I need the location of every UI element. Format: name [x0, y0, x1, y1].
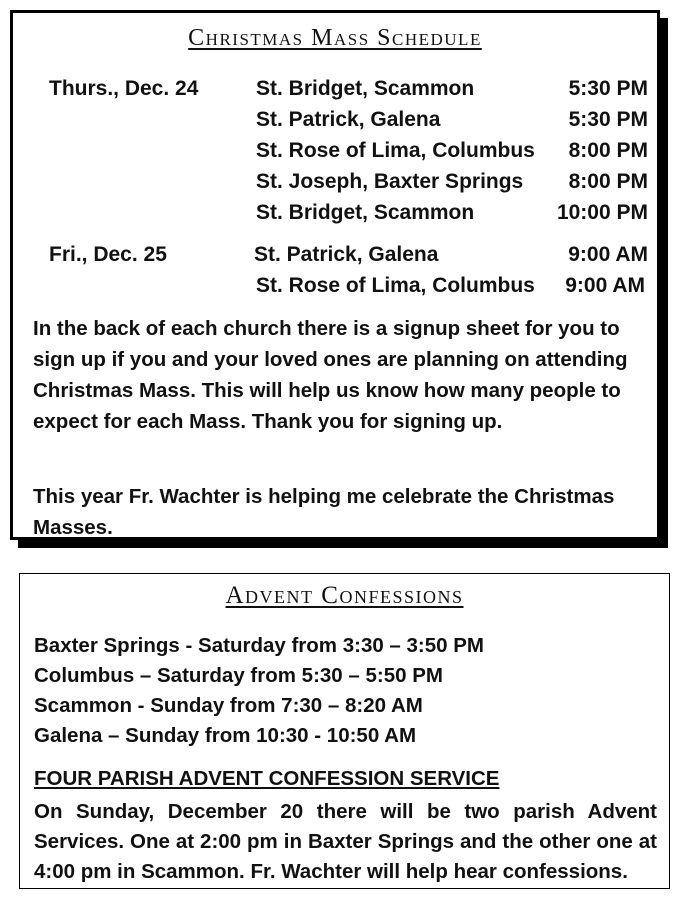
- church-name: St. Patrick, Galena: [256, 108, 441, 131]
- church-name: St. Bridget, Scammon: [256, 201, 475, 224]
- mass-time: 5:30 PM: [568, 108, 648, 131]
- mass-time: 8:00 PM: [568, 170, 648, 193]
- confession-time-line: Baxter Springs - Saturday from 3:30 – 3:50 PM: [34, 634, 485, 657]
- church-name: St. Patrick, Galena: [254, 243, 439, 266]
- service-paragraph: On Sunday, December 20 there will be two parish Advent Services. One at 2:00 pm in Baxter Springs and the other one at 4:00 pm in Scammon. Fr. Wachter will help hear confessions.: [34, 800, 657, 883]
- mass-time: 10:00 PM: [556, 201, 648, 224]
- church-name: St. Rose of Lima, Columbus: [256, 274, 535, 297]
- service-heading: FOUR PARISH ADVENT CONFESSION SERVICE: [34, 767, 500, 790]
- church-name: St. Joseph, Baxter Springs: [256, 170, 524, 193]
- advent-confessions-box: [19, 573, 670, 889]
- date-label: Fri., Dec. 25: [49, 243, 167, 266]
- mass-schedule-title: Christmas Mass Schedule: [188, 25, 482, 51]
- mass-time: 8:00 PM: [568, 139, 648, 162]
- signup-paragraph: In the back of each church there is a signup sheet for you to sign up if you and your loved ones are planning on attending Christmas Mass. This will help us know how many people to expect for each Mass. Thank you for signing up.: [33, 317, 628, 433]
- confession-time-line: Galena – Sunday from 10:30 - 10:50 AM: [34, 724, 417, 747]
- advent-confessions-title: Advent Confessions: [225, 582, 464, 609]
- mass-schedule-box: [10, 10, 660, 540]
- mass-time: 9:00 AM: [565, 274, 645, 297]
- church-name: St. Rose of Lima, Columbus: [256, 139, 535, 162]
- confession-time-line: Columbus – Saturday from 5:30 – 5:50 PM: [34, 664, 443, 687]
- church-name: St. Bridget, Scammon: [256, 77, 475, 100]
- helper-paragraph: This year Fr. Wachter is helping me celebrate the Christmas Masses.: [33, 485, 615, 539]
- confession-time-line: Scammon - Sunday from 7:30 – 8:20 AM: [34, 694, 423, 717]
- mass-time: 5:30 PM: [568, 77, 648, 100]
- date-label: Thurs., Dec. 24: [49, 77, 199, 100]
- mass-time: 9:00 AM: [568, 243, 648, 266]
